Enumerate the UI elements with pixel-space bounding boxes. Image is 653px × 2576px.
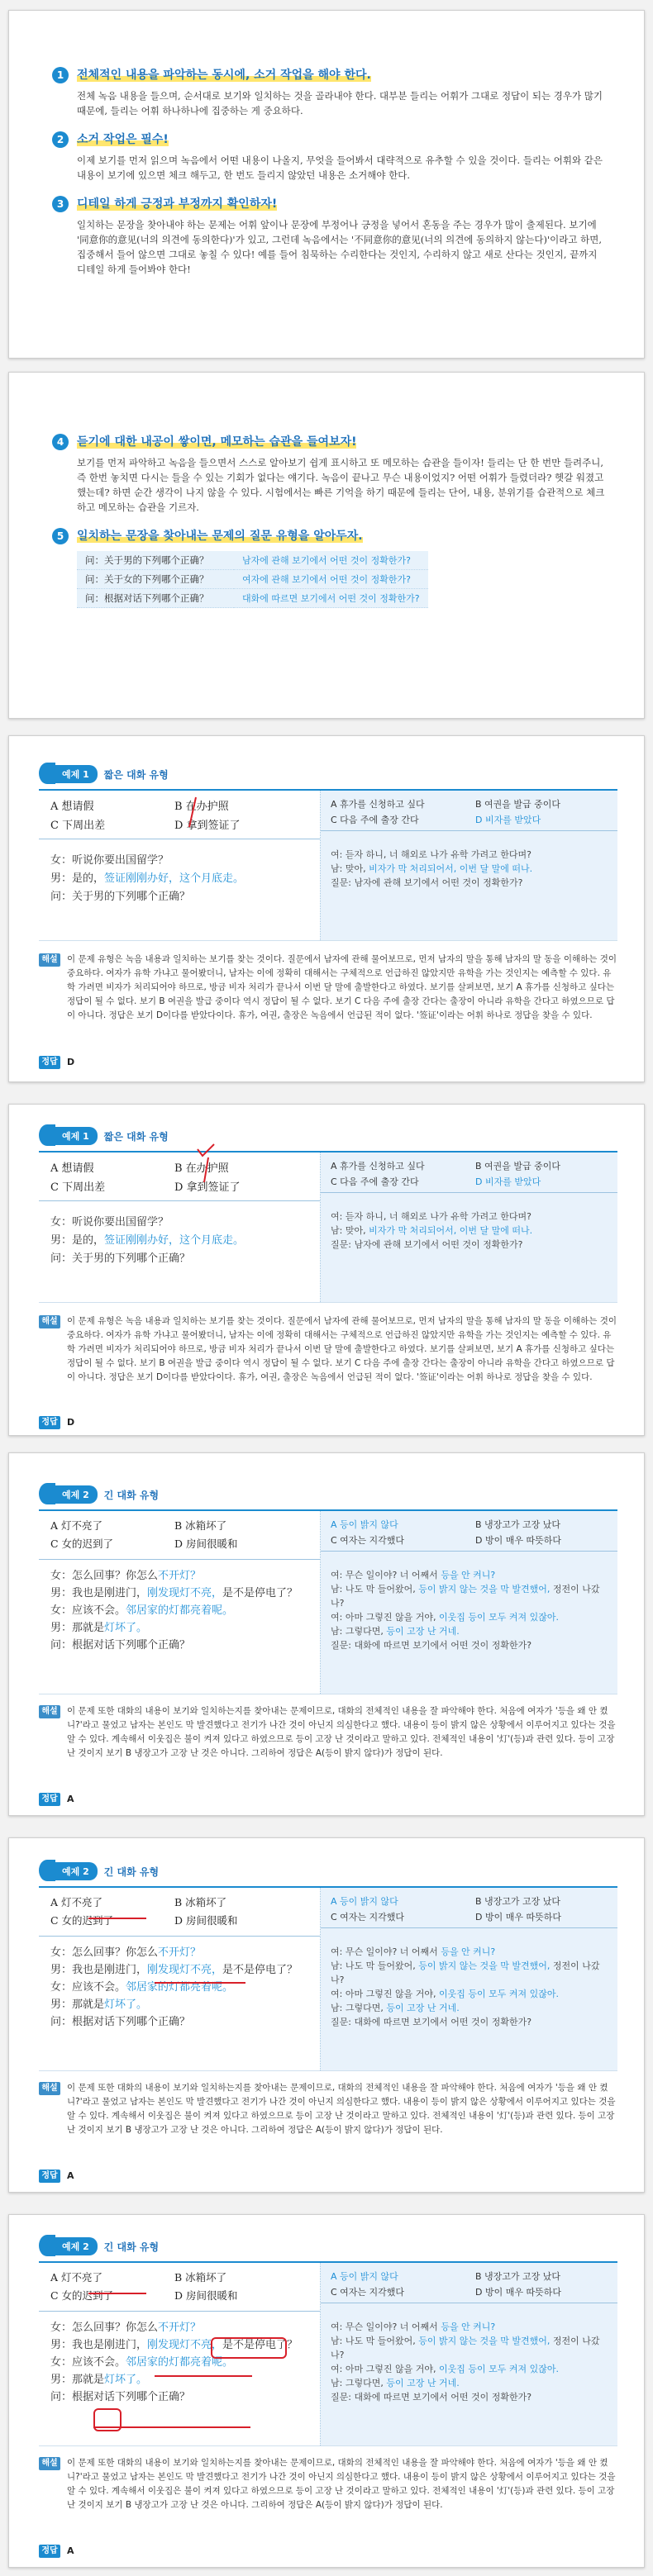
dialogue: [50, 1214, 308, 1268]
chinese-column: [39, 1511, 321, 1694]
dialogue-line: 여: 무슨 일이야? 너 어째서 등을 안 켜니?: [331, 1570, 496, 1580]
dialogue: [50, 1944, 308, 2031]
dialogue-line: 男： 是的， 签证刚刚办好，这个月底走。: [50, 872, 245, 885]
example-title: 짧은 대화 유형: [103, 1130, 169, 1143]
example-header: [44, 1863, 159, 1880]
tip-body: 보기를 먼저 파악하고 녹음을 들으면서 스스로 알아보기 쉽게 표시하고 또 메모하는 습관을 들이자! 들리는 단 한 번만 들려주니, 즉 한번 놓치면 다시는 들을 수 있는 기회가 없다는 얘기다. 녹음이 끝나고 무슨 내용이었지? 어떤 어휘가 들렸더라? 헷갈 워졌고 했는데? 하면 순간 생각이 나지 않을 수 있다. 시험에서는 빠른 기억을 하기 때문에 들리는 단어, 내용, 분위기를 습관적으로 체크하고 메모하는 습관을 기르자.: [77, 457, 605, 513]
korean-column: [321, 791, 617, 940]
example-header: [44, 1128, 169, 1144]
dialogue-line: 여: 아마 그렇진 않을 거야, 이웃집 등이 모두 켜져 있잖아.: [331, 1612, 559, 1623]
tip-number: 2: [52, 131, 69, 148]
option-c: C 女的迟到了: [50, 1914, 114, 1927]
option-d: D 拿到签证了: [174, 820, 241, 832]
red-underline: [155, 2375, 252, 2377]
dialogue-line: 질문: 대화에 따르면 보기에서 어떤 것이 정확한가?: [331, 2017, 532, 2027]
dialogue-line: 女： 应该不会。 邻居家的灯都亮着呢。: [50, 1981, 234, 1994]
option-b: B 在办护照: [174, 1162, 229, 1175]
dialogue-line: 여: 아마 그렇진 않을 거야, 이웃집 등이 모두 켜져 있잖아.: [331, 2364, 559, 2374]
options: [50, 1518, 308, 1551]
dialogue-line: 问： 根据对话下列哪个正确？: [50, 2391, 191, 2403]
divider: [39, 1936, 320, 1937]
answer-value: D: [67, 1057, 75, 1067]
dialogue-line: 问： 根据对话下列哪个正确？: [50, 1639, 191, 1652]
option-c: C 여자는 지각했다: [331, 2287, 405, 2298]
option-c: C 女的迟到了: [50, 2289, 114, 2302]
tip-number: 4: [52, 434, 69, 450]
option-d: D 房间很暖和: [174, 2289, 238, 2302]
answer: [39, 1415, 617, 1430]
explanation-tag: 해설: [39, 2457, 60, 2470]
tips-page-2: [8, 372, 645, 719]
dialogue-line: 男： 我也是刚进门，刚发现灯不亮，是不是停电了？: [50, 1964, 298, 1976]
explanation-text: 이 문제 또한 대화의 내용이 보기와 일치하는지를 찾아내는 문제이므로, 대화의 전체적인 내용을 잘 파악해야 한다. 처음에 여자가 '등을 왜 안 켰니?'라고 물었고 남자는 본인도 막 발견했다고 전기가 나간 것이 아닌지 의심한다고 했다. 내용이 등이 밝지 않은 상황에서 이루어지고 있다는 것을 알 수 있다. 계속해서 이웃집은 불이 켜져 있다고 하였으므로 등이 고장 난 것이라고 말하고 있다. 전체적인 내용이 '灯'(등)과 관련 있다. 등이 고장 난 것이지 보기 B 냉장고가 고장 난 것은 아니다. 그리하여 정답은 A(등이 밝지 않다)가 정답이 된다.: [67, 1706, 616, 1758]
dialogue-line: 女： 应该不会。 邻居家的灯都亮着呢。: [50, 2356, 234, 2369]
dialogue-line: 남: 나도 막 들어왔어, 등이 밝지 않는 것을 막 발견했어, 정전이 나갔나?: [331, 1961, 600, 1985]
answer-value: A: [67, 2545, 74, 2556]
example-2-page-c: [8, 2214, 645, 2568]
explanation-text: 이 문제 유형은 녹음 내용과 일치하는 보기를 찾는 것이다. 질문에서 남자에 관해 물어보므로, 먼저 남자의 말을 통해 남자의 말 동을 이해하는 것이 중요하다. 여자가 유학 가냐고 물어봤더니, 남자는 이에 정확히 대해서는 구체적으로 언급하진 않았지만 유학을 가는 것인지는 예측할 수 있다. 유학 가려면 비자가 처리되어야 하므로, 방금 비자 처리가 끝나서 이번 달 말에 출발한다고 하였다. 보기를 살펴보면, 보기 A 휴가를 신청하고 싶다는 정답이 될 수 없다. 보기 B 여권을 발급 중이다 역시 정답이 될 수 없다. 보기 C 다음 주에 출장 간다는 출장이 아니라 유학을 간다고 하였으므로 답이 아니다. 정답은 보기 D이다를 받았다이다. 휴가, 여권, 출장은 녹음에서 언급된 적이 없다. '签证'이라는 어휘 하나로 정답을 찾을 수 있다.: [67, 954, 617, 1020]
dialogue-line: 女： 怎么回事？你怎么 不开灯？: [50, 1570, 202, 1582]
example-title: 긴 대화 유형: [103, 1489, 160, 1501]
explanation-tag: 해설: [39, 1315, 60, 1328]
table-row: 问：关于女的下列哪个正确？ 여자에 관해 보기에서 어떤 것이 정확한가?: [77, 570, 428, 589]
dialogue-line: 남: 맞아, 비자가 막 처리되어서, 이번 달 말에 떠나.: [331, 1225, 533, 1236]
option-d: D 拿到签证了: [174, 1181, 241, 1194]
option-c: C 다음 주에 출장 간다: [331, 815, 419, 825]
options: [50, 1159, 308, 1194]
chinese-column: [39, 1153, 321, 1302]
example-box: [39, 1509, 617, 1694]
dialogue-line: 여: 듣자 하니, 너 해외로 나가 유학 가려고 한다며?: [331, 849, 531, 860]
option-c: C 女的迟到了: [50, 1538, 114, 1550]
red-underline: [155, 1982, 245, 1984]
tip-number: 3: [52, 196, 69, 212]
explanation-text: 이 문제 유형은 녹음 내용과 일치하는 보기를 찾는 것이다. 질문에서 남자에 관해 물어보므로, 먼저 남자의 말을 통해 남자의 말 동을 이해하는 것이 중요하다. 여자가 유학 가냐고 물어봤더니, 남자는 이에 정확히 대해서는 구체적으로 언급하진 않았지만 유학을 가는 것인지는 예측할 수 있다. 유학 가려면 비자가 처리되어야 하므로, 방금 비자 처리가 끝나서 이번 달 말에 출발한다고 하였다. 보기를 살펴보면, 보기 A 휴가를 신청하고 싶다는 정답이 될 수 없다. 보기 B 여권을 발급 중이다 역시 정답이 될 수 없다. 보기 C 다음 주에 출장 간다는 출장이 아니라 유학을 간다고 하였으므로 답이 아니다. 정답은 보기 D이다를 받았다이다. 휴가, 여권, 출장은 녹음에서 언급된 적이 없다. '签证'이라는 어휘 하나로 정답을 찾을 수 있다.: [67, 1316, 617, 1382]
red-circle-mark: [211, 2337, 287, 2359]
options: [50, 2269, 308, 2303]
dialogue-line: 질문: 대화에 따르면 보기에서 어떤 것이 정확한가?: [331, 2392, 532, 2403]
explanation: [39, 953, 617, 1023]
option-b: B 여권을 발급 중이다: [475, 799, 561, 810]
dialogue-line: 男： 我也是刚进门，刚发现灯不亮，是不是停电了？: [50, 1587, 298, 1599]
example-title: 긴 대화 유형: [103, 1865, 160, 1878]
option-b: B 여권을 발급 중이다: [475, 1161, 561, 1172]
korean-column: [321, 1153, 617, 1302]
korean-options: [331, 1894, 608, 1923]
dialogue-line: 여: 듣자 하니, 너 해외로 나가 유학 가려고 한다며?: [331, 1211, 531, 1222]
option-b: B 냉장고가 고장 났다: [475, 2271, 561, 2282]
tip-4: [52, 434, 606, 515]
korean-options: [331, 2269, 608, 2298]
answer-value: A: [67, 1794, 74, 1804]
tip-title: 전체적인 내용을 파악하는 동시에, 소거 작업을 해야 한다.: [77, 69, 371, 82]
answer: [39, 2544, 617, 2559]
option-b: B 냉장고가 고장 났다: [475, 1896, 561, 1907]
dialogue: [50, 2319, 308, 2406]
option-b: B 在办护照: [174, 801, 229, 813]
example-badge: 예제 2: [44, 1862, 98, 1880]
answer: [39, 1792, 617, 1807]
dialogue-line: 女： 听说你要出国留学？: [50, 854, 169, 867]
options: [50, 797, 308, 832]
dialogue-line: 여: 무슨 일이야? 너 어째서 등을 안 켜니?: [331, 2322, 496, 2332]
dialogue-line: 问： 根据对话下列哪个正确？: [50, 2016, 191, 2028]
korean-dialogue: [331, 848, 608, 890]
example-header: [44, 1486, 159, 1503]
dialogue-line: 질문: 남자에 관해 보기에서 어떤 것이 정확한가?: [331, 877, 523, 888]
korean-dialogue: [331, 1210, 608, 1252]
example-box: [39, 2261, 617, 2446]
example-badge: 예제 1: [44, 765, 98, 783]
tip-1: [52, 67, 606, 118]
answer: [39, 2169, 617, 2184]
dialogue: [50, 852, 308, 906]
korean-dialogue: [331, 2320, 608, 2404]
example-box: [39, 789, 617, 941]
option-c: C 여자는 지각했다: [331, 1535, 405, 1546]
example-badge: 예제 2: [44, 2237, 98, 2255]
korean-options: [331, 797, 608, 826]
option-a: A 想请假: [50, 1162, 94, 1175]
red-underline: [93, 2426, 250, 2428]
option-d: D 房间很暖和: [174, 1914, 238, 1927]
dialogue-line: 女： 怎么回事？你怎么 不开灯？: [50, 1946, 202, 1959]
dialogue-line: 男： 我也是刚进门，刚发现灯不亮，是不是停电了？: [50, 2339, 298, 2351]
dialogue-line: 여: 아마 그렇진 않을 거야, 이웃집 등이 모두 켜져 있잖아.: [331, 1989, 559, 1999]
option-c: C 여자는 지각했다: [331, 1912, 405, 1922]
dialogue-line: 질문: 대화에 따르면 보기에서 어떤 것이 정확한가?: [331, 1640, 532, 1651]
table-row: 问：根据对话下列哪个正确？ 대화에 따르면 보기에서 어떤 것이 정확한가?: [77, 589, 428, 608]
tip-title: 일치하는 문장을 찾아내는 문제의 질문 유형을 알아두자.: [77, 530, 363, 543]
dialogue-line: 여: 무슨 일이야? 너 어째서 등을 안 켜니?: [331, 1946, 496, 1957]
explanation-text: 이 문제 또한 대화의 내용이 보기와 일치하는지를 찾아내는 문제이므로, 대화의 전체적인 내용을 잘 파악해야 한다. 처음에 여자가 '등을 왜 안 켰니?'라고 물었고 남자는 본인도 막 발견했다고 전기가 나간 것이 아닌지 의심한다고 했다. 내용이 등이 밝지 않은 상황에서 이루어지고 있다는 것을 알 수 있다. 계속해서 이웃집은 불이 켜져 있다고 하였으므로 등이 고장 난 것이라고 말하고 있다. 전체적인 내용이 '灯'(등)과 관련 있다. 등이 고장 난 것이지 보기 B 냉장고가 고장 난 것은 아니다. 그리하여 정답은 A(등이 밝지 않다)가 정답이 된다.: [67, 2083, 616, 2135]
dialogue-line: 남: 그렇다면, 등이 고장 난 거네.: [331, 2378, 460, 2388]
divider: [39, 1200, 320, 1201]
explanation: [39, 1314, 617, 1385]
answer-tag: 정답: [39, 2170, 60, 2183]
explanation-tag: 해설: [39, 2082, 60, 2095]
dialogue-line: 男： 是的， 签证刚刚办好，这个月底走。: [50, 1234, 245, 1247]
option-b: B 冰箱坏了: [174, 1519, 227, 1532]
answer-tag: 정답: [39, 1056, 60, 1069]
dialogue-line: 남: 그렇다면, 등이 고장 난 거네.: [331, 2003, 460, 2013]
option-c: C 下周出差: [50, 820, 106, 832]
divider: [321, 1551, 617, 1552]
red-check-mark: [196, 1143, 217, 1184]
answer-tag: 정답: [39, 1416, 60, 1429]
example-header: [44, 2238, 159, 2255]
options: [50, 1894, 308, 1927]
dialogue-line: 남: 맞아, 비자가 막 처리되어서, 이번 달 말에 떠나.: [331, 863, 533, 874]
answer-value: A: [67, 2170, 74, 2181]
divider: [39, 1559, 320, 1560]
explanation-tag: 해설: [39, 1705, 60, 1718]
example-1-page-a: [8, 735, 645, 1082]
korean-options: [331, 1518, 608, 1547]
divider: [321, 1192, 617, 1193]
tip-number: 1: [52, 67, 69, 83]
option-a: A 휴가를 신청하고 싶다: [331, 799, 425, 810]
option-a: A 등이 밝지 않다: [331, 2271, 398, 2282]
divider: [321, 830, 617, 831]
tip-title: 듣기에 대한 내공이 쌓이면, 메모하는 습관을 들여보자!: [77, 435, 357, 449]
dialogue-line: 질문: 남자에 관해 보기에서 어떤 것이 정확한가?: [331, 1239, 523, 1250]
option-a: A 휴가를 신청하고 싶다: [331, 1161, 425, 1172]
tip-body: 일치하는 문장을 찾아내야 하는 문제는 어휘 앞이나 문장에 부정어나 긍정을 넣어서 혼동을 주는 경우가 많이 출제된다. 보기에 '同意你的意见(너의 의견에 동의한다)'가 있고, 그런데 녹음에서는 '不同意你的意见(너의 의견에 동의하지 않는다)'이라고 하면, 집중해서 들어 않으면 그대로 놓칠 수 있다! 예를 들어 침묵하는 수리한다는 것인지, 수리하지 않고 새로 산다는 것인지, 끝까지 디테일 하게 들어봐야 한다!: [77, 219, 602, 275]
dialogue-line: 남: 그렇다면, 등이 고장 난 거네.: [331, 1626, 460, 1637]
korean-column: [321, 1511, 617, 1694]
answer: [39, 1055, 617, 1070]
option-d: D 비자를 받았다: [475, 1176, 541, 1187]
example-2-page-b: [8, 1837, 645, 2193]
example-1-page-b: [8, 1104, 645, 1436]
option-a: A 灯不亮了: [50, 1896, 103, 1908]
tip-5: [52, 528, 606, 608]
explanation: [39, 2456, 617, 2512]
chinese-column: [39, 791, 321, 940]
tip-title: 소거 작업은 필수!: [77, 133, 169, 146]
option-a: A 등이 밝지 않다: [331, 1896, 398, 1907]
dialogue: [50, 1567, 308, 1654]
option-b: B 冰箱坏了: [174, 2271, 227, 2284]
korean-dialogue: [331, 1945, 608, 2029]
explanation-tag: 해설: [39, 953, 60, 967]
example-badge: 예제 1: [44, 1127, 98, 1145]
korean-column: [321, 1888, 617, 2070]
explanation-text: 이 문제 또한 대화의 내용이 보기와 일치하는지를 찾아내는 문제이므로, 대화의 전체적인 내용을 잘 파악해야 한다. 처음에 여자가 '등을 왜 안 켰니?'라고 물었고 남자는 본인도 막 발견했다고 전기가 나간 것이 아닌지 의심한다고 했다. 내용이 등이 밝지 않은 상황에서 이루어지고 있다는 것을 알 수 있다. 계속해서 이웃집은 불이 켜져 있다고 하였으므로 등이 고장 난 것이라고 말하고 있다. 전체적인 내용이 '灯'(등)과 관련 있다. 등이 고장 난 것이지 보기 B 냉장고가 고장 난 것은 아니다. 그리하여 정답은 A(등이 밝지 않다)가 정답이 된다.: [67, 2458, 616, 2510]
red-underline: [88, 1918, 146, 1919]
option-b: B 냉장고가 고장 났다: [475, 1519, 561, 1530]
dialogue-line: 女： 怎么回事？你怎么 不开灯？: [50, 2322, 202, 2334]
korean-column: [321, 2263, 617, 2445]
dialogue-line: 男： 那就是 灯坏了。: [50, 1999, 148, 2011]
option-d: D 방이 매우 따뜻하다: [475, 1912, 561, 1922]
divider: [39, 2311, 320, 2312]
example-title: 짧은 대화 유형: [103, 768, 169, 781]
divider: [321, 1927, 617, 1928]
explanation: [39, 1704, 617, 1761]
tip-body: 전체 녹음 내용을 들으며, 순서대로 보기와 일치하는 것을 골라내야 한다. 대부분 들리는 어휘가 그대로 정답이 되는 경우가 많기 때문에, 들리는 어휘 하나하나에 집중하는 게 중요하다.: [77, 90, 603, 116]
answer-tag: 정답: [39, 2545, 60, 2558]
dialogue-line: 女： 听说你要出国留学？: [50, 1216, 169, 1229]
option-d: D 房间很暖和: [174, 1538, 238, 1550]
option-a: A 灯不亮了: [50, 1519, 103, 1532]
answer-value: D: [67, 1417, 75, 1428]
tip-title: 디테일 하게 긍정과 부정까지 확인하자!: [77, 197, 278, 211]
dialogue-line: 남: 나도 막 들어왔어, 등이 밝지 않는 것을 막 발견했어, 정전이 나갔나?: [331, 1584, 600, 1609]
explanation: [39, 2081, 617, 2137]
option-d: D 비자를 받았다: [475, 815, 541, 825]
red-check-mark: [184, 796, 204, 829]
dialogue-line: 남: 나도 막 들어왔어, 등이 밝지 않는 것을 막 발견했어, 정전이 나갔나?: [331, 2336, 600, 2360]
example-title: 긴 대화 유형: [103, 2241, 160, 2253]
table-row: 问：关于男的下列哪个正确？ 남자에 관해 보기에서 어떤 것이 정확한가?: [77, 551, 428, 570]
option-a: A 등이 밝지 않다: [331, 1519, 398, 1530]
dialogue-line: 男： 那就是 灯坏了。: [50, 1622, 148, 1634]
tip-number: 5: [52, 528, 69, 544]
example-badge: 예제 2: [44, 1485, 98, 1504]
option-d: D 방이 매우 따뜻하다: [475, 2287, 561, 2298]
option-c: C 다음 주에 출장 간다: [331, 1176, 419, 1187]
example-header: [44, 766, 169, 782]
answer-tag: 정답: [39, 1793, 60, 1806]
dialogue-line: 女： 应该不会。 邻居家的灯都亮着呢。: [50, 1604, 234, 1617]
option-d: D 방이 매우 따뜻하다: [475, 1535, 561, 1546]
red-underline: [88, 2293, 146, 2294]
option-b: B 冰箱坏了: [174, 1896, 227, 1908]
korean-options: [331, 1159, 608, 1188]
tips-page-1: [8, 10, 645, 359]
korean-dialogue: [331, 1568, 608, 1652]
tip-body: 이제 보기를 먼저 읽으며 녹음에서 어떤 내용이 나올지, 무엇을 들어봐서 대략적으로 유추할 수 있을 것이다. 들리는 어휘와 같은 내용이 보기에 있으면 체크 해두고, 한 번도 들리지 않았던 내용은 소거해야 한다.: [77, 154, 603, 181]
tip-2: [52, 131, 606, 183]
option-c: C 下周出差: [50, 1181, 106, 1194]
example-box: [39, 1886, 617, 2071]
dialogue-line: 男： 那就是 灯坏了。: [50, 2374, 148, 2386]
chinese-column: [39, 1888, 321, 2070]
example-2-page-a: [8, 1452, 645, 1816]
example-box: [39, 1151, 617, 1303]
tip-3: [52, 196, 606, 277]
option-a: A 灯不亮了: [50, 2271, 103, 2284]
option-a: A 想请假: [50, 801, 94, 813]
dialogue-line: 问： 关于男的下列哪个正确？: [50, 891, 191, 903]
question-type-table: [77, 551, 428, 608]
dialogue-line: 问： 关于男的下列哪个正确？: [50, 1252, 191, 1265]
